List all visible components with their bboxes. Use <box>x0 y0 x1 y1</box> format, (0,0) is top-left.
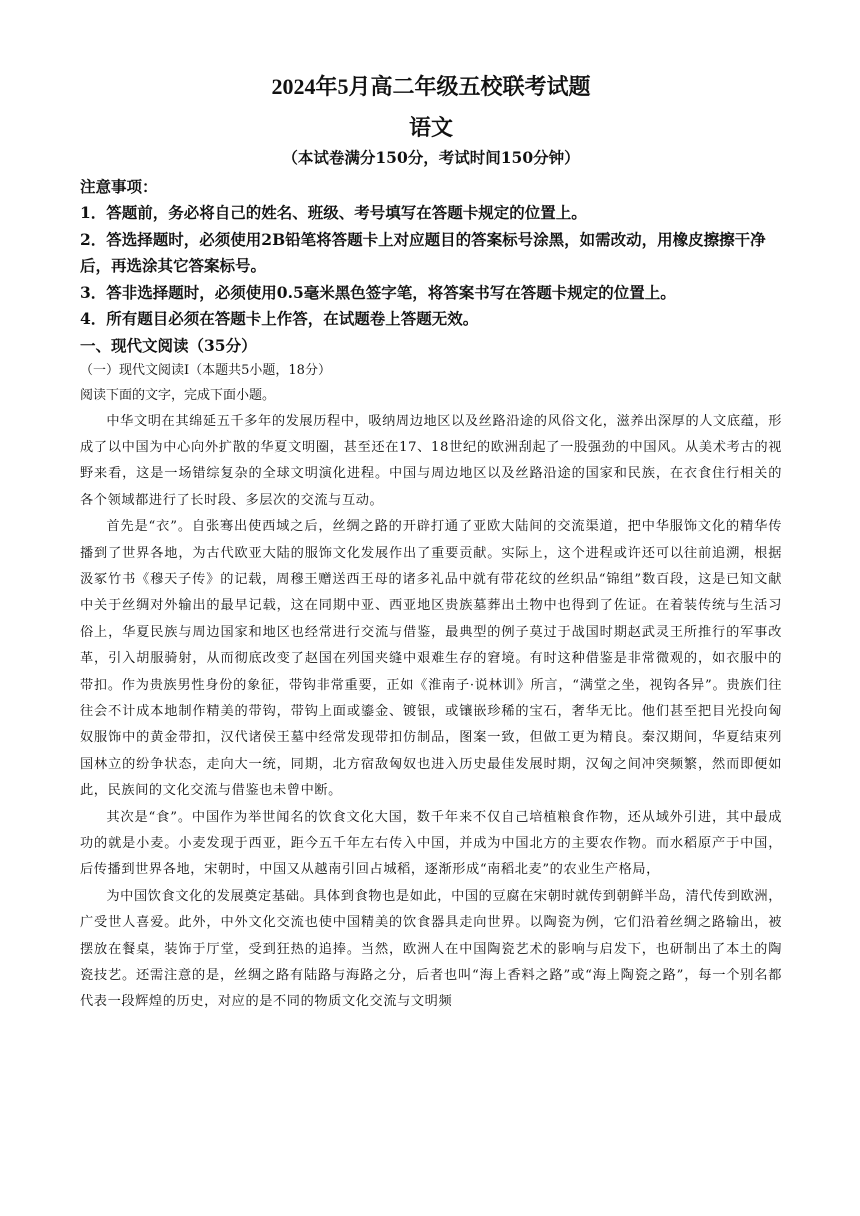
reading-instruction: 阅读下面的文字，完成下面小题。 <box>80 387 276 403</box>
notice-heading: 注意事项： <box>80 177 158 196</box>
passage-paragraph-3: 其次是“食”。中国作为举世闻名的饮食文化大国，数千年来不仅自己培植粮食作物，还从域外引进，其中最成功的就是小麦。小麦发现于西亚，距今五千年左右传入中国，并成为中国北方的主要农作物。而水稻原产于中国，后传播到世界各地，宋朝时，中国又从越南引回占城稻，逐渐形成“南稻北麦”的农业生产格局， <box>80 809 782 878</box>
reading-section <box>80 333 782 1016</box>
notice-item-4: 4．所有题目必须在答题卡上作答，在试题卷上答题无效。 <box>80 309 479 328</box>
passage-paragraph-1: 中华文明在其绵延五千多年的发展历程中，吸纳周边地区以及丝路沿途的风俗文化，滋养出深厚的人文底蕴，形成了以中国为中心向外扩散的华夏文明圈，甚至还在17、18世纪的欧洲刮起了一股强劲的中国风。从美术考古的视野来看，这是一场错综复杂的全球文明演化进程。中国与周边地区以及丝路沿途的国家和民族，在衣食住行相关的各个领域都进行了长时段、多层次的交流与互动。 <box>80 413 782 508</box>
notice-block <box>80 174 782 333</box>
notice-item-2: 2．答选择题时，必须使用2B铅笔将答题卡上对应题目的答案标号涂黑，如需改动，用橡皮擦擦干净后，再选涂其它答案标号。 <box>80 229 766 275</box>
notice-item-1: 1．答题前，务必将自己的姓名、班级、考号填写在答题卡规定的位置上。 <box>80 203 587 222</box>
section-subheading: （一）现代文阅读Ⅰ（本题共5小题，18分） <box>80 362 331 378</box>
section-heading: 一、现代文阅读（35分） <box>80 335 257 355</box>
exam-page <box>80 72 782 1016</box>
passage-paragraph-4: 为中国饮食文化的发展奠定基础。具体到食物也是如此，中国的豆腐在宋朝时就传到朝鲜半岛，清代传到欧洲，广受世人喜爱。此外，中外文化交流也使中国精美的饮食器具走向世界。以陶瓷为例，它们沿着丝绸之路输出，被摆放在餐桌，装饰于厅堂，受到狂热的追捧。当然，欧洲人在中国陶瓷艺术的影响与启发下，也研制出了本土的陶瓷技艺。还需注意的是，丝绸之路有陆路与海路之分，后者也叫“海上香料之路”或“海上陶瓷之路”，每一个别名都代表一段辉煌的历史，对应的是不同的物质文化交流与文明频 <box>80 888 782 1010</box>
subject-title: 语文 <box>408 115 453 141</box>
exam-note: （本试卷满分150分，考试时间150分钟） <box>282 148 580 167</box>
passage-paragraph-2: 首先是“衣”。自张骞出使西域之后，丝绸之路的开辟打通了亚欧大陆间的交流渠道，把中华服饰文化的精华传播到了世界各地，为古代欧亚大陆的服饰文化发展作出了重要贡献。实际上，这个进程或许还可以往前追溯，根据汲冢竹书《穆天子传》的记载，周穆王赠送西王母的诸多礼品中就有带花纹的丝织品“锦组”数百段，这是已知文献中关于丝绸对外输出的最早记载，这在同期中亚、西亚地区贵族墓葬出土物中也得到了佐证。在着装传统与生活习俗上，华夏民族与周边国家和地区也经常进行交流与借鉴，最典型的例子莫过于战国时期赵武灵王所推行的军事改革，引入胡服骑射，从而彻底改变了赵国在列国夹缝中艰难生存的窘境。有时这种借鉴是非常微观的，如衣服中的带扣。作为贵族男性身份的象征，带钩非常重要，正如《淮南子·说林训》所言，“满堂之坐，视钩各异”。贵族们往往会不计成本地制作精美的带钩，带钩上面或鎏金、镀银，或镶嵌珍稀的宝石，奢华无比。他们甚至把目光投向匈奴服饰中的黄金带扣，汉代诸侯王墓中经常发现带扣仿制品，图案一致，但做工更为精良。秦汉期间，华夏结束列国林立的纷争状态，走向大一统，同期，北方宿敌匈奴也进入历史最佳发展时期，汉匈之间冲突频繁，然而即便如此，民族间的文化交流与借鉴也未曾中断。 <box>80 519 782 799</box>
notice-item-3: 3．答非选择题时，必须使用0.5毫米黑色签字笔，将答案书写在答题卡规定的位置上。 <box>80 282 676 302</box>
exam-title: 2024年5月高二年级五校联考试题 <box>271 74 591 99</box>
